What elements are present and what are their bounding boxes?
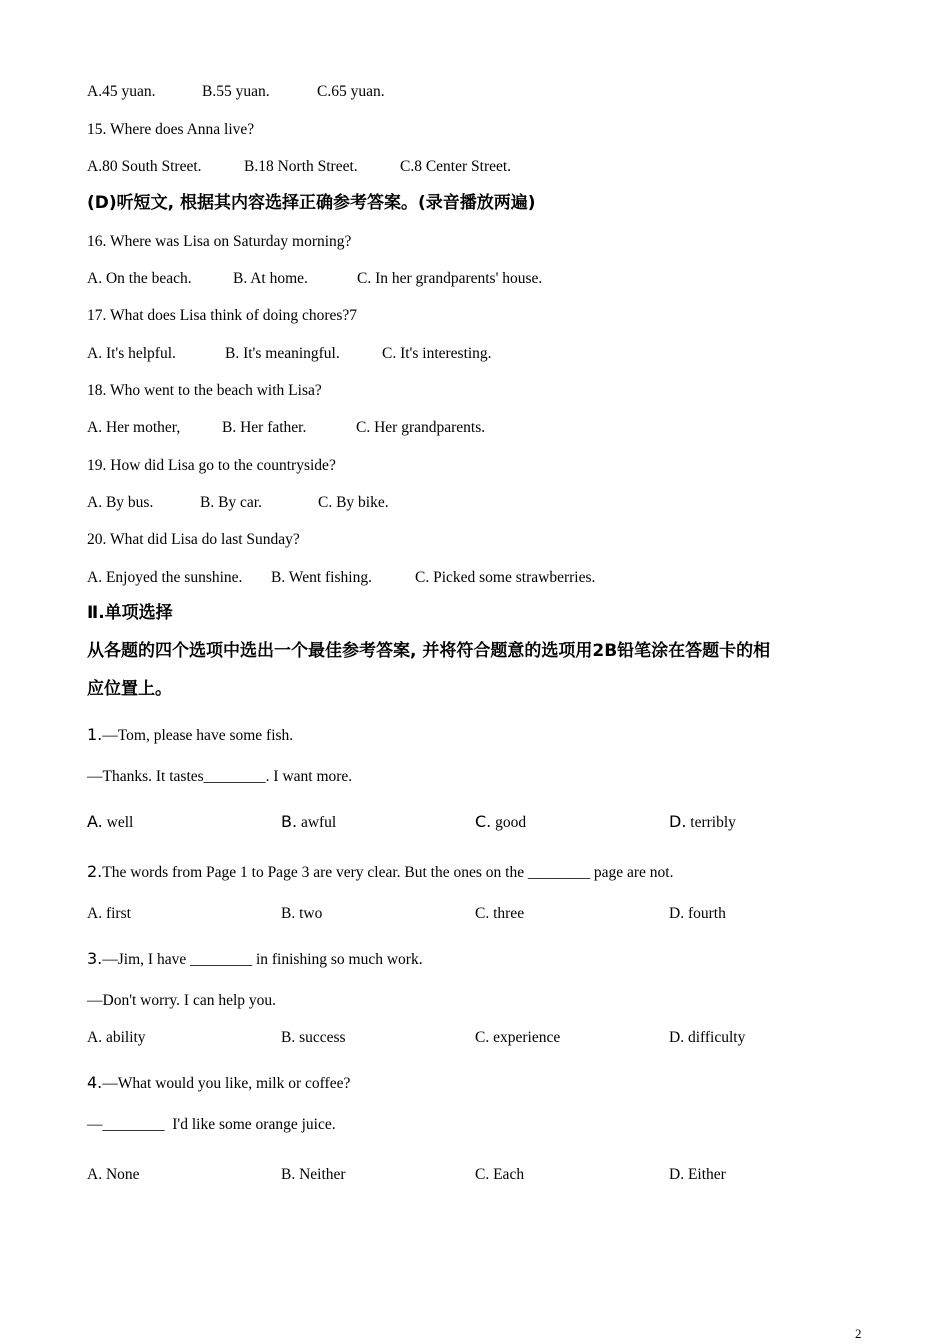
q14-option-b: B.55 yuan. [202, 83, 270, 100]
section-2-instruction-line2: 应位置上。 [87, 679, 172, 699]
mc3-option-d: D. difficulty [669, 1029, 746, 1046]
q15-stem: 15. Where does Anna live? [87, 121, 255, 138]
mc3-stem: —Jim, I have ________ in finishing so much work. [102, 951, 423, 968]
q17-option-c: C. It's interesting. [382, 345, 492, 362]
mc4-number: 4. [87, 1073, 103, 1092]
mc4-option-c: C. Each [475, 1166, 525, 1183]
q15-option-a: A.80 South Street. [87, 158, 202, 175]
mc4-option-a: A. None [87, 1166, 140, 1183]
q15-option-b: B.18 North Street. [244, 158, 358, 175]
mc2-line1 [87, 862, 673, 883]
mc2-option-b: B. two [281, 905, 323, 922]
mc1-line2: —Thanks. It tastes________. I want more. [87, 768, 353, 785]
q19-option-b: B. By car. [200, 494, 262, 511]
mc2-number: 2. [87, 862, 103, 881]
mc2-option-c: C. three [475, 905, 525, 922]
mc1-option-d: D. terribly [669, 812, 736, 831]
q16-option-b: B. At home. [233, 270, 308, 287]
page-number: 2 [855, 1326, 862, 1341]
mc3-option-a: A. ability [87, 1029, 146, 1046]
q18-option-c: C. Her grandparents. [356, 419, 486, 436]
mc3-line2: —Don't worry. I can help you. [87, 992, 277, 1009]
section-2-instruction-line1: 从各题的四个选项中选出一个最佳参考答案, 并将符合题意的选项用2B铅笔涂在答题卡的相 [87, 641, 771, 661]
mc4-line2: —________ I'd like some orange juice. [87, 1116, 336, 1133]
mc3-option-b: B. success [281, 1029, 346, 1046]
q14-option-c: C.65 yuan. [317, 83, 385, 100]
q19-stem: 19. How did Lisa go to the countryside? [87, 457, 336, 474]
q17-option-b: B. It's meaningful. [225, 345, 340, 362]
mc1-line1 [87, 725, 293, 746]
mc1-stem: —Tom, please have some fish. [102, 727, 294, 744]
q16-option-c: C. In her grandparents' house. [357, 270, 543, 287]
mc4-line1 [87, 1073, 350, 1094]
mc3-number: 3. [87, 949, 103, 968]
q20-stem: 20. What did Lisa do last Sunday? [87, 531, 300, 548]
q16-stem: 16. Where was Lisa on Saturday morning? [87, 233, 352, 250]
mc1-option-c: C. good [475, 812, 527, 831]
q17-stem: 17. What does Lisa think of doing chores?7 [87, 307, 358, 324]
q15-option-c: C.8 Center Street. [400, 158, 512, 175]
q17-option-a: A. It's helpful. [87, 345, 176, 362]
mc4-stem: —What would you like, milk or coffee? [102, 1075, 351, 1092]
section-2-title: Ⅱ.单项选择 [87, 603, 173, 623]
q19-option-c: C. By bike. [318, 494, 389, 511]
mc1-option-b: B. awful [281, 812, 337, 831]
q18-stem: 18. Who went to the beach with Lisa? [87, 382, 322, 399]
mc3-option-c: C. experience [475, 1029, 561, 1046]
q14-option-a: A.45 yuan. [87, 83, 156, 100]
mc3-line1 [87, 949, 423, 970]
q20-option-c: C. Picked some strawberries. [415, 569, 596, 586]
mc4-option-d: D. Either [669, 1166, 726, 1183]
q20-option-b: B. Went fishing. [271, 569, 372, 586]
q16-option-a: A. On the beach. [87, 270, 192, 287]
mc1-number: 1. [87, 725, 103, 744]
mc4-option-b: B. Neither [281, 1166, 346, 1183]
q18-option-a: A. Her mother, [87, 419, 181, 436]
mc2-option-a: A. first [87, 905, 131, 922]
mc1-option-a: A. well [87, 812, 134, 831]
mc2-stem: The words from Page 1 to Page 3 are very clear. But the ones on the ________ page are not. [102, 864, 674, 881]
q19-option-a: A. By bus. [87, 494, 154, 511]
q20-option-a: A. Enjoyed the sunshine. [87, 569, 243, 586]
section-d-title: (D)听短文, 根据其内容选择正确参考答案。(录音播放两遍) [87, 193, 536, 213]
q18-option-b: B. Her father. [222, 419, 307, 436]
mc2-option-d: D. fourth [669, 905, 726, 922]
